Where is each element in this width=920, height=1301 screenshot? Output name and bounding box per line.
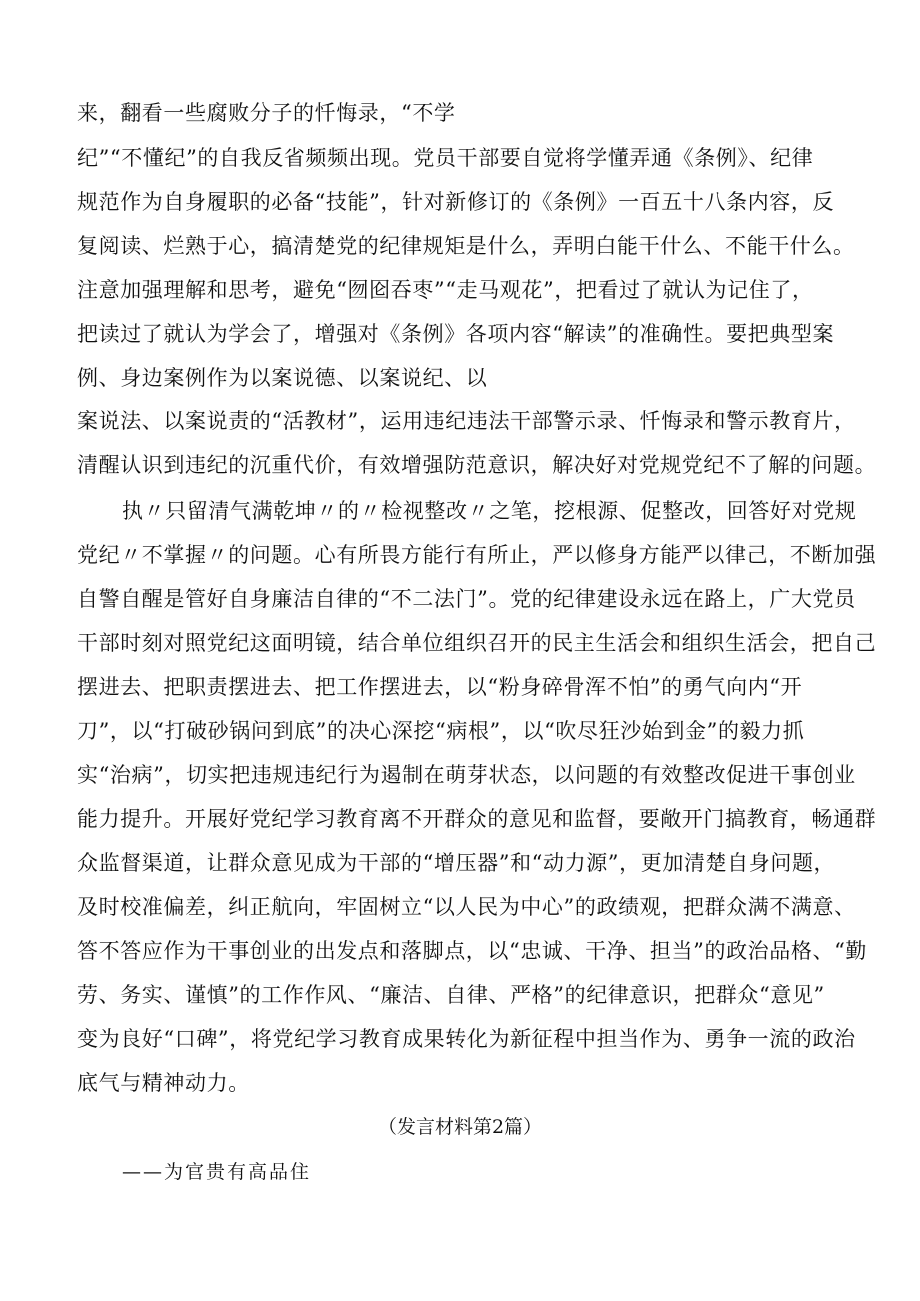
text-line: 案说法、以案说责的“活教材”，运用违纪违法干部警示录、忏悔录和警示教育片， [77, 409, 856, 433]
subtitle: ——为官贵有高品住 [122, 1161, 312, 1183]
text-line: 变为良好“口碑”，将党纪学习教育成果转化为新征程中担当作为、勇争一流的政治 [77, 1027, 856, 1051]
text-line: 自警自醒是管好自身廉洁自律的“不二法门”。党的纪律建设永远在路上，广大党员 [77, 587, 856, 611]
text-line: 注意加强理解和思考，避免“囫囵吞枣”“走马观花”，把看过了就认为记住了， [77, 278, 814, 302]
text-line: 众监督渠道，让群众意见成为干部的“增压器”和“动力源”，更加清楚自身问题， [77, 851, 836, 875]
text-line: 党纪〃不掌握〃的问题。心有所畏方能行有所止，严以修身方能严以律己，不断加强 [77, 543, 877, 567]
text-line: 实“治病”，切实把违规违纪行为遏制在萌芽状态，以问题的有效整改促进干事创业 [77, 763, 856, 787]
text-line: 执〃只留清气满乾坤〃的〃检视整改〃之笔，挖根源、促整改，回答好对党规 [122, 499, 857, 523]
text-line: 把读过了就认为学会了，增强对《条例》各项内容“解读”的准确性。要把典型案 [77, 322, 835, 346]
text-line: 来，翻看一些腐败分子的忏悔录，“不学 [77, 101, 456, 125]
section-heading: （发言材料第2篇） [377, 1116, 543, 1138]
text-line: 干部时刻对照党纪这面明镜，结合单位组织召开的民主生活会和组织生活会，把自己 [77, 631, 877, 655]
text-line: 答不答应作为干事创业的出发点和落脚点，以“忠诚、干净、担当”的政治品格、“勤 [77, 939, 868, 963]
text-line: 摆进去、把职责摆进去、把工作摆进去，以“粉身碎骨浑不怕”的勇气向内“开 [77, 675, 803, 699]
text-line: 刀”，以“打破砂锅问到底”的决心深挖“病根”，以“吹尽狂沙始到金”的毅力抓 [77, 719, 805, 743]
text-line: 复阅读、烂熟于心，搞清楚党的纪律规矩是什么，弄明白能干什么、不能干什么。 [77, 234, 855, 258]
text-line: 及时校准偏差，纠正航向，牢固树立“以人民为中心”的政绩观，把群众满不满意、 [77, 895, 856, 919]
text-line: 劳、务实、谨慎”的工作作风、“廉洁、自律、严格”的纪律意识，把群众“意见” [77, 983, 825, 1007]
text-line: 能力提升。开展好党纪学习教育离不开群众的意见和监督，要敞开门搞教育，畅通群 [77, 807, 877, 831]
text-line: 规范作为自身履职的必备“技能”，针对新修订的《条例》一百五十八条内容，反 [77, 190, 835, 214]
text-line: 例、身边案例作为以案说德、以案说纪、以 [77, 366, 488, 390]
text-line: 清醒认识到违纪的沉重代价，有效增强防范意识，解决好对党规党纪不了解的问题。 [77, 453, 877, 477]
text-line: 纪”“不懂纪”的自我反省频频出现。党员干部要自觉将学懂弄通《条例》、纪律 [77, 146, 814, 170]
text-line: 底气与精神动力。 [77, 1071, 250, 1095]
